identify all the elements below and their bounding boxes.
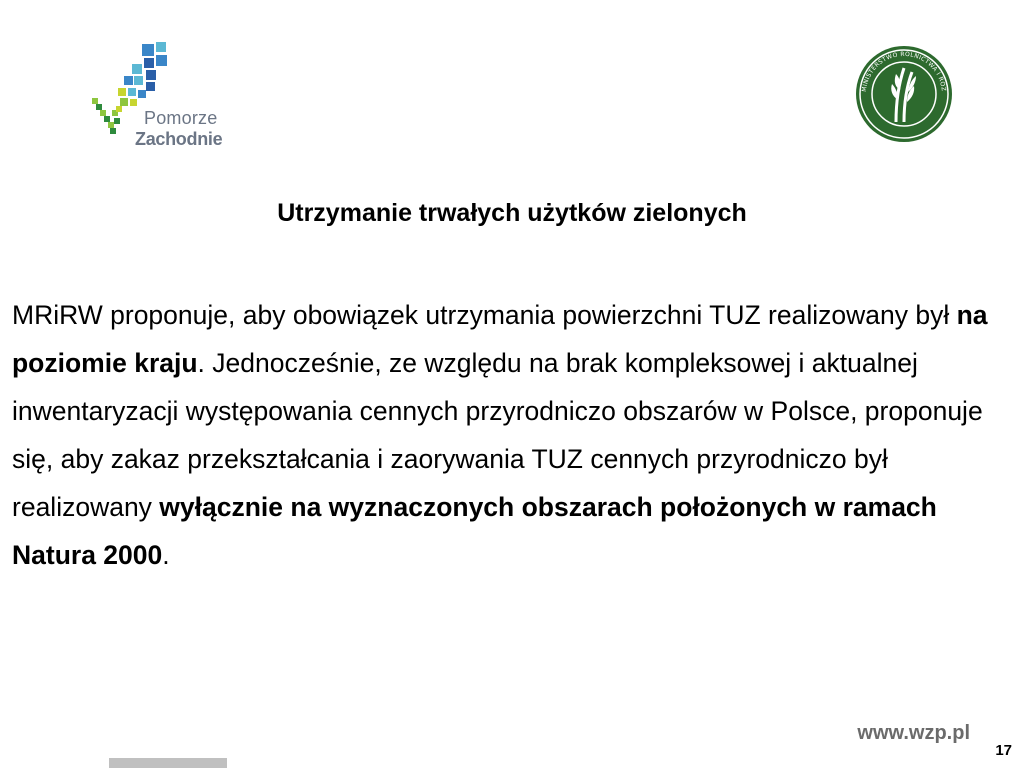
body-bold-natura-2000: wyłącznie na wyznaczonych obszarach położonych w ramach Natura 2000 [12, 492, 937, 570]
ministry-seal-emblem-icon [852, 44, 956, 144]
bottom-bar [109, 758, 227, 768]
svg-text:MINISTERSTWO ROLNICTWA I ROZWO: MINISTERSTWO ROLNICTWA I ROZ [860, 50, 947, 93]
region-logo [84, 36, 254, 156]
slide-body-text [12, 291, 1020, 579]
body-bold-national-level: na poziomie kraju [12, 300, 988, 378]
region-logo-line1: Pomorze [144, 108, 218, 128]
site-url: www.wzp.pl [857, 722, 970, 744]
slide-title: Utrzymanie trwałych użytków zielonych [277, 199, 747, 227]
region-logo-line2: Zachodnie [135, 129, 223, 149]
body-text-part1: MRiRW proponuje, aby obowiązek utrzymania powierzchni TUZ realizowany był [12, 300, 957, 330]
ministry-seal [852, 44, 956, 144]
body-text-part3: . [162, 540, 170, 570]
body-text-part2: . Jednocześnie, ze względu na brak kompleksowej i aktualnej inwentaryzacji występowania cennych przyrodniczo obszarów w Polsce, proponuje się, aby zakaz przekształcania i zaorywania TUZ cennych przyrodniczo był realizowany [12, 348, 983, 522]
page-number: 17 [995, 742, 1012, 759]
